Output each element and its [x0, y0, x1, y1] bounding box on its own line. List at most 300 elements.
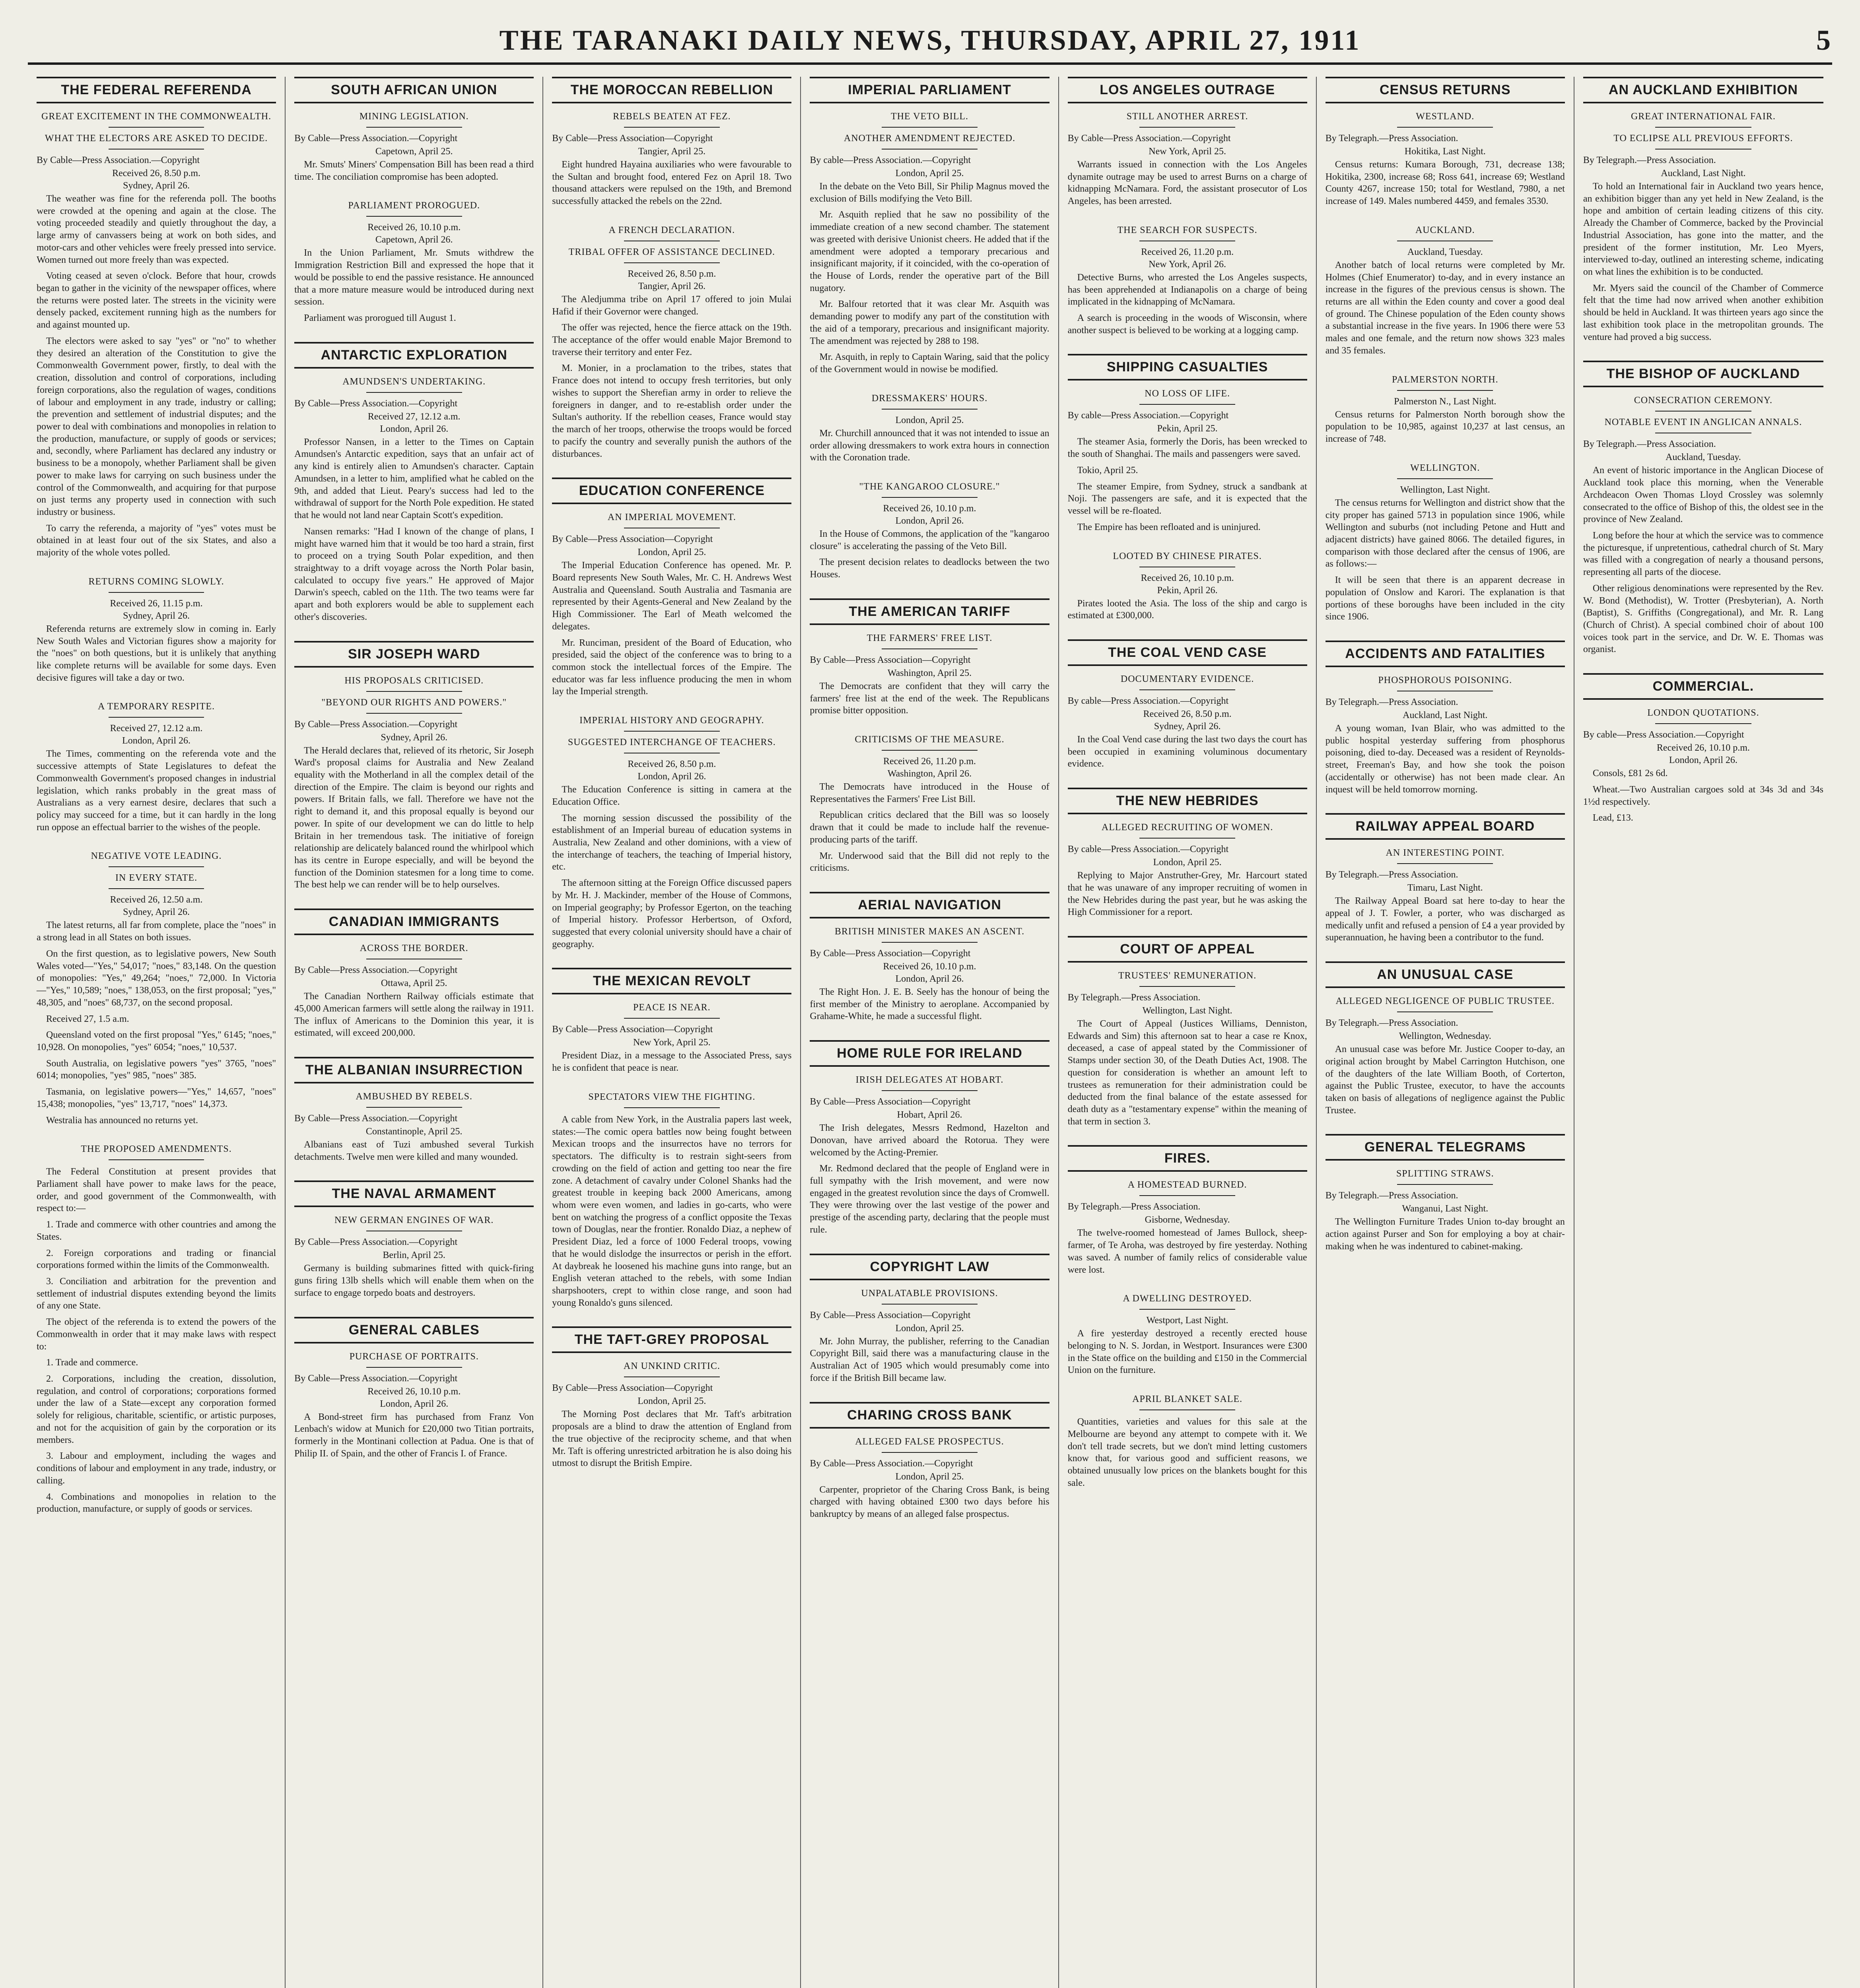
article-byline: By Cable—Press Association—Copyright: [552, 133, 713, 144]
article-headline: THE MOROCCAN REBELLION: [552, 77, 791, 103]
article-paragraph: President Diaz, in a message to the Associated Press, says he is confident that peace is near.: [552, 1050, 792, 1074]
article-dateline: Ottawa, April 25.: [381, 978, 447, 989]
article-dateline: London, April 26.: [380, 423, 449, 434]
article: [294, 641, 534, 891]
article: [37, 701, 276, 833]
divider: [882, 942, 978, 943]
article-dateline: London, April 26.: [122, 736, 191, 746]
article-paragraph: The Democrats have introduced in the House of Representatives the Farmers' Free List Bill.: [810, 781, 1050, 804]
article-dateline: London, April 25.: [895, 1471, 964, 1482]
article-dateline: Auckland, Last Night.: [1661, 168, 1746, 179]
article-byline: By Cable—Press Association.—Copyright: [294, 965, 458, 976]
article: [810, 598, 1049, 717]
article-headline: RAILWAY APPEAL BOARD: [1326, 813, 1565, 840]
article-dateline: Received 26, 10.10 p.m.: [883, 961, 976, 972]
article: [1068, 639, 1307, 770]
article-paragraph: 1. Trade and commerce.: [46, 1357, 138, 1368]
article-byline: By cable—Press Association.—Copyright: [810, 155, 971, 165]
article-byline: By Cable—Press Association—Copyright: [810, 1310, 971, 1320]
article-subheading: DRESSMAKERS' HOURS.: [871, 393, 988, 404]
divider: [882, 648, 978, 649]
article-dateline: Pekin, April 26.: [1157, 585, 1218, 596]
article-subheading: AUCKLAND.: [1415, 225, 1475, 235]
article-paragraph: Another batch of local returns were completed by Mr. Holmes (Chief Enumerator) to-day, and in every instance an increase in the figures of the previous census is shown. The returns are all within the Eden county and cover a good deal of ground. The Chinese population of the Eden county shows a substantial increase in the five years. In 1906 there were 53 males and one female, and the return now shows 323 males and 35 females.: [1325, 260, 1565, 356]
article-dateline: Capetown, April 25.: [375, 146, 453, 157]
article: [1583, 77, 1823, 343]
article-subheading: SPLITTING STRAWS.: [1396, 1169, 1494, 1179]
divider: [1139, 127, 1235, 128]
article-byline: By Telegraph.—Press Association.: [1067, 1202, 1201, 1212]
article-dateline: Received 26, 10.10 p.m.: [883, 503, 976, 514]
article-subheading: AMUNDSEN'S UNDERTAKING.: [342, 376, 486, 387]
article-paragraph: Quantities, varieties and values for this sale at the Melbourne are beyond any attempt to compete with it. We don't tell trade secrets, but we don't mind letting customers know that, for various good and sufficient reasons, we obtained unusually low prices on the blankets bought for this sale.: [1067, 1417, 1307, 1488]
article-dateline: Capetown, April 26.: [375, 235, 453, 245]
article-byline: By cable—Press Association.—Copyright: [1067, 410, 1229, 421]
article-dateline: Received 26, 8.50 p.m.: [1143, 709, 1232, 719]
article-subheading: AN UNKIND CRITIC.: [623, 1361, 720, 1372]
article: [37, 77, 276, 559]
article-paragraph: The object of the referenda is to extend the powers of the Commonwealth in order that it may make laws with respect to:: [37, 1317, 276, 1352]
article-subheading: PALMERSTON NORTH.: [1392, 374, 1498, 385]
article-dateline: Received 26, 10.10 p.m.: [1656, 743, 1750, 753]
divider: [882, 750, 978, 751]
article: [37, 577, 276, 684]
article-paragraph: Tasmania, on legislative powers—"Yes," 14,657, "noes" 15,438; monopolies, "yes" 13,717, "noes" 14,373.: [37, 1087, 276, 1109]
article-dateline: Auckland, Tuesday.: [1407, 247, 1483, 257]
article-paragraph: The present decision relates to deadlocks between the two Houses.: [810, 557, 1050, 580]
article-byline: By Telegraph.—Press Association.: [1325, 870, 1458, 880]
article-dateline: London, April 26.: [1669, 755, 1738, 766]
article-paragraph: Carpenter, proprietor of the Charing Cross Bank, is being charged with having obtained £300 two days before his bankruptcy by means of an alleged false prospectus.: [810, 1484, 1050, 1519]
article-subheading: RETURNS COMING SLOWLY.: [88, 576, 224, 587]
article-subheading: "BEYOND OUR RIGHTS AND POWERS.": [321, 697, 507, 708]
article-paragraph: The Democrats are confident that they will carry the farmers' free list at the end of the week. The Republicans promise bitter opposition.: [810, 681, 1050, 716]
article-dateline: Received 27, 12.12 a.m.: [110, 723, 203, 734]
article-paragraph: The Morning Post declares that Mr. Taft's arbitration proposals are a blind to draw the attention of England from the true objective of the reciprocity scheme, and that when Mr. Taft is offering unrestricted arbitration he is also doing his utmost to disrupt the British Empire.: [552, 1409, 792, 1469]
article-dateline: New York, April 25.: [1149, 146, 1226, 157]
divider: [882, 1452, 978, 1453]
article-byline: By Cable—Press Association—Copyright: [552, 1383, 713, 1394]
article-byline: By Telegraph.—Press Association.: [1583, 155, 1716, 165]
article-subheading: APRIL BLANKET SALE.: [1132, 1394, 1243, 1405]
article-headline: HOME RULE FOR IRELAND: [810, 1040, 1049, 1067]
article-paragraph: Long before the hour at which the service was to commence the picturesque, if unpretentious, cathedral church of St. Mary was filled with a congregation of nearly a thousand persons, representing all parts of the diocese.: [1583, 530, 1823, 578]
article-byline: By Cable—Press Association.—Copyright: [294, 719, 458, 730]
divider: [366, 127, 462, 128]
article-paragraph: An unusual case was before Mr. Justice Cooper to-day, an original action brought by Mabel Carrington Hutchison, one of the daughters of the late William Booth, of Corterton, against the Public Trustee, executor, to have the accounts taken on basis of allegations of negligence against the Public Trustee.: [1325, 1044, 1565, 1116]
divider: [1397, 390, 1493, 391]
article-headline: SHIPPING CASUALTIES: [1068, 354, 1307, 381]
article-byline: By Telegraph.—Press Association.: [1325, 697, 1458, 707]
article-headline: IMPERIAL PARLIAMENT: [810, 77, 1049, 103]
article-headline: AN UNUSUAL CASE: [1326, 961, 1565, 988]
masthead: [28, 24, 1832, 65]
article-subheading: IMPERIAL HISTORY AND GEOGRAPHY.: [579, 715, 764, 726]
divider: [624, 731, 720, 732]
article-byline: By Cable—Press Association.—Copyright: [294, 398, 458, 409]
article-dateline: Tangier, April 26.: [638, 281, 706, 291]
article-subheading: A TEMPORARY RESPITE.: [98, 701, 215, 712]
article-dateline: Received 26, 12.50 a.m.: [110, 895, 203, 905]
article-paragraph: Received 27, 1.5 a.m.: [46, 1013, 129, 1024]
article-paragraph: Voting ceased at seven o'clock. Before that hour, crowds began to gather in the vicinity of the newspaper offices, where the returns were posted later. The streets in the vicinity were densely packed, excitement running high as the numbers for and against mounted up.: [37, 271, 276, 330]
divider: [1139, 404, 1235, 405]
article-dateline: Washington, April 26.: [887, 768, 972, 779]
article: [552, 1092, 791, 1309]
divider: [624, 1107, 720, 1108]
article-subheading: THE SEARCH FOR SUSPECTS.: [1117, 225, 1257, 235]
article-paragraph: Mr. Asquith, in reply to Captain Waring, said that the policy of the Government would in nowise be modified.: [810, 352, 1050, 375]
article-byline: By Telegraph.—Press Association.: [1325, 1018, 1458, 1029]
article-byline: By Cable—Press Association.—Copyright: [294, 133, 458, 144]
article: [1068, 551, 1307, 622]
divider: [624, 1376, 720, 1377]
article-paragraph: 2. Corporations, including the creation, dissolution, regulation, and control of corporations; corporations formed under the law of a State—except any corporation formed solely for religious, charitable, scientific, or artistic purposes, and not for the acquisition of gain by the corporation or its members.: [37, 1374, 276, 1445]
article: [294, 342, 534, 623]
article-dateline: Sydney, April 26.: [381, 732, 448, 743]
article-paragraph: The latest returns, all far from complete, place the "noes" in a strong lead in all States on both issues.: [37, 920, 276, 943]
divider: [1139, 1409, 1235, 1410]
article-headline: THE AMERICAN TARIFF: [810, 598, 1049, 625]
article-headline: COPYRIGHT LAW: [810, 1254, 1049, 1280]
divider: [1139, 689, 1235, 690]
article-paragraph: The Imperial Education Conference has opened. Mr. P. Board represents New South Wales, Mr. C. H. Andrews West Australia and Queensland. South Australia and Tasmania are represented by their Agents-General and New Zealand by the High Commissioner. The Earl of Meath welcomed the delegates.: [552, 560, 792, 632]
article: [810, 734, 1049, 874]
article-subheading: HIS PROPOSALS CRITICISED.: [344, 675, 484, 686]
article-dateline: Washington, April 25.: [887, 668, 972, 678]
article-dateline: Tangier, April 25.: [638, 146, 706, 157]
article: [810, 481, 1049, 581]
article-dateline: London, April 25.: [895, 1323, 964, 1334]
article-paragraph: Census returns for Palmerston North borough show the population to be 10,985, against 10,237 at last census, an increase of 748.: [1325, 409, 1565, 445]
article-headline: THE NEW HEBRIDES: [1068, 788, 1307, 814]
article-subheading: DOCUMENTARY EVIDENCE.: [1120, 674, 1254, 684]
article: [1068, 77, 1307, 208]
article-byline: By Telegraph.—Press Association.: [1067, 992, 1201, 1003]
article-paragraph: The Wellington Furniture Trades Union to-day brought an action against Purser and Son for employing a boy at chair-making when he was indentured to cabinet-making.: [1325, 1217, 1565, 1252]
article-paragraph: The Times, commenting on the referenda vote and the successive attempts of State Legislatures to defeat the Commonwealth Government's proposed changes in industrial legislation, which ranks probably in the great mass of Australians as a very earnest desire, declares that such a policy may succeed for a time, but it can hardly in the long run oppose an effectual barrier to the wishes of the people.: [37, 749, 276, 833]
article-paragraph: Mr. Smuts' Miners' Compensation Bill has been read a third time. The conciliation compromise has been adopted.: [294, 159, 534, 182]
divider: [882, 497, 978, 498]
article: [1326, 77, 1565, 208]
article: [37, 851, 276, 1126]
article-paragraph: Lead, £13.: [1592, 813, 1633, 823]
article-dateline: London, April 26.: [637, 771, 706, 782]
article-byline: By Telegraph.—Press Association.: [1325, 1190, 1458, 1201]
article-headline: GENERAL CABLES: [294, 1317, 534, 1343]
article-subheading: A HOMESTEAD BURNED.: [1127, 1180, 1247, 1190]
article-paragraph: In the debate on the Veto Bill, Sir Philip Magnus moved the exclusion of Bills modifying the Veto Bill.: [810, 181, 1050, 204]
article-paragraph: Mr. Redmond declared that the people of England were in full sympathy with the Irish movement, and were now engaged in the greatest revolution since the days of Cromwell. They were throwing over the last vestige of the power and prestige of the ascending party, declaring that the people must rule.: [810, 1163, 1050, 1235]
divider: [1139, 838, 1235, 839]
article: [1326, 961, 1565, 1116]
article-paragraph: The Court of Appeal (Justices Williams, Denniston, Edwards and Sim) this afternoon sat to hear a case re Knox, deceased, a case of appeal stated by the Commissioner of Stamps under section 30, of the Death Duties Act, 1908. The question for consideration is whether an amount left to trustees as remuneration for their administration could be deducted from the final balance of the estate assessed for death duty as a "testamentary expense" within the meaning of that term in section 3.: [1067, 1018, 1307, 1127]
article-byline: By Cable—Press Association.—Copyright: [1067, 133, 1231, 144]
article-dateline: London, April 25.: [1153, 857, 1222, 868]
article-paragraph: 4. Combinations and monopolies in relation to the production, manufacture, or supply of goods or services.: [37, 1491, 276, 1514]
article-subheading: WELLINGTON.: [1410, 462, 1480, 473]
article-subheading: AN IMPERIAL MOVEMENT.: [607, 512, 736, 523]
article-headline: THE TAFT-GREY PROPOSAL: [552, 1326, 791, 1353]
article-headline: THE NAVAL ARMAMENT: [294, 1180, 534, 1207]
article: [294, 200, 534, 324]
article-dateline: Wellington, Wednesday.: [1399, 1031, 1491, 1042]
divider: [882, 1090, 978, 1091]
article: [1068, 1293, 1307, 1376]
article-paragraph: The electors were asked to say "yes" or "no" to whether they desired an alteration of the Constitution to give the Commonwealth Government power, firstly, to deal with the creation, dissolution and control of corporations, including foreign corporations, also the regulation of wages, conditions of labour and employment in any trade, industry or calling; the prevention and settlement of industrial disputes; and the power to deal with combinations and monopolies in relation to the production, manufacture, or supply of goods or services; and, secondly, where Parliament has declared any industry or business to be a monopoly, whether Parliament shall be given power to make laws for carrying on such business under the control of the Commonwealth, and acquiring for that purpose on just terms any property used in connection with such industry or business.: [37, 336, 276, 517]
article-dateline: Received 26, 8.50 p.m.: [112, 168, 201, 179]
article-subheading: THE FARMERS' FREE LIST.: [867, 633, 993, 643]
divider: [1397, 1184, 1493, 1185]
article-paragraph: The Railway Appeal Board sat here to-day to hear the appeal of J. T. Fowler, a porter, who was discharged as medically unfit and refused a pension of £4 a year provided by superannuation, he having been a contributor to the fund.: [1325, 896, 1565, 943]
article-dateline: Wanganui, Last Night.: [1402, 1204, 1489, 1214]
column-6: [1317, 77, 1574, 1988]
article-paragraph: Warrants issued in connection with the Los Angeles dynamite outrage may be used to arrest Burns on a charge of kidnapping McNamara. Ford, the assistant prosecutor of Los Angeles, has been arrested.: [1067, 159, 1307, 207]
article-dateline: London, April 26.: [895, 974, 964, 984]
article-paragraph: Germany is building submarines fitted with quick-firing guns firing 13lb shells which will enable them when on the surface to engage torpedo boats and destroyers.: [294, 1263, 534, 1298]
article-subheading: ALLEGED RECRUITING OF WOMEN.: [1101, 822, 1273, 833]
article-dateline: Sydney, April 26.: [1154, 721, 1221, 732]
article-paragraph: A fire yesterday destroyed a recently erected house belonging to N. S. Jordan, in Westport. Insurances were £300 in the State office on the building and £150 in the Commercial Union on the furniture.: [1067, 1328, 1307, 1376]
article: [552, 478, 791, 698]
article-subheading: WESTLAND.: [1416, 111, 1475, 122]
article-byline: By Telegraph.—Press Association.: [1325, 133, 1458, 144]
article: [1326, 463, 1565, 623]
divider: [882, 1304, 978, 1305]
article-paragraph: The Irish delegates, Messrs Redmond, Hazelton and Donovan, have arrived aboard the Rotorua. They were welcomed by the Acting-Premier.: [810, 1123, 1050, 1158]
article-subheading: TRUSTEES' REMUNERATION.: [1118, 970, 1257, 981]
article-headline: SOUTH AFRICAN UNION: [294, 77, 534, 103]
article-subheading: REBELS BEATEN AT FEZ.: [613, 111, 731, 122]
article-paragraph: In the House of Commons, the application of the "kangaroo closure" is accelerating the passing of the Veto Bill.: [810, 528, 1050, 551]
article: [1068, 936, 1307, 1128]
article-subheading: ACROSS THE BORDER.: [360, 943, 468, 954]
article: [294, 1180, 534, 1299]
article-paragraph: Tokio, April 25.: [1077, 465, 1138, 476]
article-headline: SIR JOSEPH WARD: [294, 641, 534, 668]
article-paragraph: Republican critics declared that the Bill was so loosely drawn that it could be made to include half the revenue-producing parts of the tariff.: [810, 810, 1050, 845]
article-paragraph: The offer was rejected, hence the fierce attack on the 19th. The acceptance of the offer would enable Major Bremond to traverse their territory and enter Fez.: [552, 322, 792, 357]
divider: [1397, 478, 1493, 479]
article-headline: ACCIDENTS AND FATALITIES: [1326, 641, 1565, 667]
article: [810, 1040, 1049, 1236]
article-subheading: TRIBAL OFFER OF ASSISTANCE DECLINED.: [568, 247, 775, 257]
article: [552, 968, 791, 1074]
divider: [624, 1018, 720, 1019]
divider: [109, 866, 204, 867]
column-2: [286, 77, 543, 1988]
article-byline: By Cable—Press Association.—Copyright: [294, 1373, 458, 1384]
article-subheading: TO ECLIPSE ALL PREVIOUS EFFORTS.: [1613, 133, 1793, 144]
article-dateline: Received 26, 10.10 p.m.: [367, 1386, 461, 1397]
article-dateline: Sydney, April 26.: [123, 907, 190, 918]
article: [1068, 788, 1307, 918]
article: [1326, 813, 1565, 944]
article-subheading: CONSECRATION CEREMONY.: [1634, 395, 1773, 406]
article-subheading: NO LOSS OF LIFE.: [1145, 388, 1230, 399]
divider: [882, 127, 978, 128]
divider: [1139, 1195, 1235, 1196]
divider: [1655, 127, 1751, 128]
article: [1326, 641, 1565, 796]
article-subheading: THE VETO BILL.: [890, 111, 969, 122]
article-dateline: London, April 26.: [895, 515, 964, 526]
article-paragraph: The Herald declares that, relieved of its rhetoric, Sir Joseph Ward's proposal claims for Australia and New Zealand equality with the Motherland in all the complex detail of the direction of the Empire. The claim is beyond our rights and powers. If Britain falls, we fall. Therefore we have not the right to demand it, and this proposal equally is beyond our power. In spite of our development we can do little to help Britain in her tremendous task. The initiative of foreign relationship are delicately balanced round the whirlpool which has its centre in Europe especially, and will be beyond the function of the Dominion statesmen for a long time to come. The best help we can render will be to help ourselves.: [294, 745, 534, 890]
article-dateline: London, April 26.: [380, 1398, 449, 1409]
page-number: 5: [1816, 24, 1832, 56]
article: [294, 1317, 534, 1460]
article: [1326, 225, 1565, 357]
article-subheading: PEACE IS NEAR.: [633, 1002, 711, 1013]
article-dateline: London, April 25.: [895, 415, 964, 425]
article-paragraph: Other religious denominations were represented by the Rev. W. Bond (Methodist), W. Trotter (Presbyterian), A. North (Baptist), S. Griffiths (Congregational), and Mr. R. Lang (Church of Christ). A special combined choir of about 100 voices took part in the service, and Dr. W. E. Thomas was organist.: [1583, 583, 1823, 655]
article-paragraph: 2. Foreign corporations and trading or financial corporations formed within the limits of the Commonwealth.: [37, 1248, 276, 1271]
article-paragraph: The Empire has been refloated and is uninjured.: [1077, 522, 1261, 532]
article-paragraph: 3. Labour and employment, including the wages and conditions of labour and employment in any trade, industry, or calling.: [37, 1451, 276, 1486]
article-dateline: London, April 25.: [637, 1396, 706, 1407]
divider: [624, 127, 720, 128]
column-7: [1574, 77, 1832, 1988]
column-5: [1059, 77, 1317, 1988]
article-subheading: IN EVERY STATE.: [115, 873, 198, 883]
article-byline: By cable—Press Association.—Copyright: [1067, 695, 1229, 706]
article-subheading: GREAT INTERNATIONAL FAIR.: [1631, 111, 1776, 122]
article-subheading: AN INTERESTING POINT.: [1386, 848, 1505, 858]
article-subheading: PHOSPHOROUS POISONING.: [1378, 675, 1512, 685]
article-dateline: Received 26, 8.50 p.m.: [628, 759, 716, 770]
article-dateline: Pekin, April 25.: [1157, 423, 1218, 434]
divider: [882, 409, 978, 410]
article-subheading: ALLEGED NEGLIGENCE OF PUBLIC TRUSTEE.: [1335, 996, 1555, 1007]
article-paragraph: It will be seen that there is an apparent decrease in population of Onslow and Karori. The explanation is that portions of these boroughs have been included in the city since 1906.: [1325, 575, 1565, 622]
article: [1068, 1394, 1307, 1489]
article-paragraph: Referenda returns are extremely slow in coming in. Early New South Wales and Victorian figures show a majority for the "noes" on both questions, but it is unlikely that anything like complete returns will be available for some days. Even decisive figures will take a day or two.: [37, 623, 276, 683]
article-subheading: CRITICISMS OF THE MEASURE.: [855, 734, 1005, 745]
article-paragraph: In the Union Parliament, Mr. Smuts withdrew the Immigration Restriction Bill and expressed the hope that it would be possible to end the passive resistance. He announced that a more mature measure would be introduced during next session.: [294, 248, 534, 307]
article-paragraph: Consols, £81 2s 6d.: [1592, 768, 1668, 779]
divider: [109, 1159, 204, 1160]
divider: [109, 717, 204, 718]
divider: [1397, 127, 1493, 128]
article-subheading: LONDON QUOTATIONS.: [1647, 708, 1759, 718]
article-headline: AERIAL NAVIGATION: [810, 892, 1049, 918]
article-headline: COURT OF APPEAL: [1068, 936, 1307, 963]
article-dateline: Received 26, 10.10 p.m.: [367, 222, 461, 233]
article: [37, 1144, 276, 1515]
article-dateline: Received 26, 11.20 p.m.: [883, 756, 976, 767]
article-paragraph: A young woman, Ivan Blair, who was admitted to the public hospital yesterday suffering from phosphorus poisoning, died to-day. Deceased was a resident of Reynolds-street, Freeman's Bay, and how she took the poison (accidentally or otherwise) has not been made clear. An inquest will be held tomorrow morning.: [1325, 723, 1565, 795]
article-headline: THE FEDERAL REFERENDA: [37, 77, 276, 103]
article-dateline: Westport, Last Night.: [1146, 1315, 1228, 1326]
divider: [1139, 1309, 1235, 1310]
divider: [109, 592, 204, 593]
article-headline: CANADIAN IMMIGRANTS: [294, 909, 534, 935]
article: [1583, 361, 1823, 656]
article-dateline: Wellington, Last Night.: [1142, 1005, 1232, 1016]
article: [810, 1254, 1049, 1384]
article-paragraph: A cable from New York, in the Australia papers last week, states:—The comic opera battles now being fought between Mexican troops and the insurrectos have no terrors for spectators. The difficulty is to restrain sight-seers from crowding on the field of action and getting too near the fire zone. A detachment of cavalry under Colonel Shanks had the greatest trouble in keeping back 2000 Americans, among whom were even women, and ladies in go-carts, who were bent on watching the progress of a conflict opposite the Texas town of Douglas, near the frontier. Ronaldo Diaz, a nephew of President Diaz, led a force of 1000 Federal troops, vowing that he would dislodge the insurrectos or perish in the effort. At daybreak he loosened his machine guns into range, but an English veteran attached to the rebels, with some Indian sharpshooters, crept to within close range, and soon had young Ronaldo's guns silenced.: [552, 1114, 792, 1308]
article-headline: GENERAL TELEGRAMS: [1326, 1134, 1565, 1161]
article-paragraph: A search is proceeding in the woods of Wisconsin, where another suspect is believed to be working at a logging camp.: [1067, 313, 1307, 336]
article-dateline: London, April 25.: [895, 168, 964, 179]
article: [552, 715, 791, 950]
article-paragraph: Detective Burns, who arrested the Los Angeles suspects, has been apprehended at Indianapolis on a charge of being implicated in the kidnapping of McNamara.: [1067, 272, 1307, 307]
article-dateline: Berlin, April 25.: [383, 1250, 445, 1261]
divider: [1397, 863, 1493, 864]
article-dateline: Received 26, 11.15 p.m.: [110, 598, 203, 609]
article-subheading: WHAT THE ELECTORS ARE ASKED TO DECIDE.: [45, 133, 268, 144]
article-headline: THE ALBANIAN INSURRECTION: [294, 1057, 534, 1083]
article-paragraph: Mr. Underwood said that the Bill did not reply to the criticisms.: [810, 850, 1050, 874]
article-paragraph: Mr. Churchill announced that it was not intended to issue an order allowing dressmakers to work extra hours in connection with the Coronation trade.: [810, 428, 1050, 463]
divider: [366, 691, 462, 692]
article-paragraph: 1. Trade and commerce with other countries and among the States.: [37, 1219, 276, 1242]
article-paragraph: South Australia, on legislative powers "yes" 3765, "noes" 6014; monopolies, "yes" 985, "noes" 385.: [37, 1058, 276, 1081]
article-subheading: NOTABLE EVENT IN ANGLICAN ANNALS.: [1604, 417, 1802, 428]
article-paragraph: Mr. John Murray, the publisher, referring to the Canadian Copyright Bill, said there was a manufacturing clause in the Australian Act of 1905 which would presumably come into force if the British Bill became law.: [810, 1336, 1050, 1383]
article-dateline: Palmerston N., Last Night.: [1394, 396, 1497, 407]
column-1: [28, 77, 286, 1988]
article-headline: COMMERCIAL.: [1583, 673, 1823, 700]
article-paragraph: Pirates looted the Asia. The loss of the ship and cargo is estimated at £300,000.: [1067, 598, 1307, 621]
article-paragraph: The Aledjumma tribe on April 17 offered to join Mulai Hafid if their Governor were changed.: [552, 294, 792, 317]
article-paragraph: The Education Conference is sitting in camera at the Education Office.: [552, 784, 792, 807]
article-paragraph: Queensland voted on the first proposal "Yes," 6145; "noes," 10,928. On monopolies, "yes" 6054; "noes," 10,537.: [37, 1030, 276, 1052]
article-subheading: UNPALATABLE PROVISIONS.: [861, 1288, 998, 1299]
divider: [366, 1107, 462, 1108]
article-headline: LOS ANGELES OUTRAGE: [1068, 77, 1307, 103]
article-paragraph: Nansen remarks: "Had I known of the change of plans, I might have warned him that it would be too hard a strain, first to proceed on a trying South Polar expedition, and then straightway to a drift voyage across the North Polar basin, calculated to occupy five years." He approved of Major Darwin's speech, cabled on the 11th. The two teams were far apart and both explorers would be able to supplement each other's discoveries.: [294, 526, 534, 622]
article-paragraph: Mr. Runciman, president of the Board of Education, who presided, said the object of the conference was to bring to a common stock the intellectual forces of the Empire. The educator was far less influence producing the men in whom lay the Imperial strength.: [552, 637, 792, 697]
divider: [109, 888, 204, 889]
article-subheading: ANOTHER AMENDMENT REJECTED.: [844, 133, 1016, 144]
article-paragraph: The weather was fine for the referenda poll. The booths were crowded at the opening and again at the close. The voting proceeded steadily and quietly throughout the day, a large army of canvassers being at work on both sides, and motor-cars and other vehicles were freely pressed into service. Women turned out more freely than was expected.: [37, 194, 276, 265]
article-subheading: STILL ANOTHER ARREST.: [1126, 111, 1248, 122]
article-dateline: Received 26, 11.20 p.m.: [1141, 247, 1234, 257]
article: [294, 1057, 534, 1163]
article-headline: ANTARCTIC EXPLORATION: [294, 342, 534, 369]
divider: [1139, 986, 1235, 987]
article-headline: THE COAL VEND CASE: [1068, 639, 1307, 666]
article-dateline: Constantinople, April 25.: [365, 1126, 463, 1137]
divider: [366, 1367, 462, 1368]
article-paragraph: To hold an International fair in Auckland two years hence, an exhibition bigger than any yet held in New Zealand, is the hope and ambition of certain leading citizens of this city. Already the Chamber of Commerce, backed by the Provincial Industrial Association, has gone into the matter, and the president of the former institution, Mr. Leo Myers, interviewed to-day, outlined an interesting scheme, indicating on what lines the exhibition is to be conducted.: [1583, 181, 1823, 278]
article-paragraph: The steamer Asia, formerly the Doris, has been wrecked to the south of Shanghai. The mails and passengers were saved.: [1067, 437, 1307, 460]
article-paragraph: Mr. Balfour retorted that it was clear Mr. Asquith was demanding power to modify any part of the constitution with the aid of a temporary, precarious and insignificant majority. The amendment was rejected by 288 to 198.: [810, 299, 1050, 346]
article-byline: By Cable—Press Association—Copyright: [810, 1097, 971, 1107]
article-subheading: GREAT EXCITEMENT IN THE COMMONWEALTH.: [41, 111, 272, 122]
article-byline: By Cable—Press Association.—Copyright: [294, 1113, 458, 1124]
article-dateline: Timaru, Last Night.: [1407, 883, 1483, 893]
article-subheading: A DWELLING DESTROYED.: [1123, 1293, 1252, 1304]
article-paragraph: The Right Hon. J. E. B. Seely has the honour of being the first member of the Ministry to aeroplane. Accompanied by Grahame-White, he made a successful flight.: [810, 987, 1050, 1022]
article-paragraph: A Bond-street firm has purchased from Franz Von Lenbach's widow at Munich for £20,000 two Titian portraits, formerly in the Montinani collection at Padua. One is that of Philip II. of Spain, and the other of Francis I. of France.: [294, 1411, 534, 1459]
article-subheading: BRITISH MINISTER MAKES AN ASCENT.: [834, 926, 1025, 937]
article-headline: CHARING CROSS BANK: [810, 1402, 1049, 1429]
article-headline: FIRES.: [1068, 1145, 1307, 1172]
article-byline: By Cable—Press Association—Copyright: [552, 1024, 713, 1035]
article-subheading: PURCHASE OF PORTRAITS.: [349, 1351, 479, 1362]
divider: [624, 262, 720, 263]
article-subheading: SPECTATORS VIEW THE FIGHTING.: [588, 1091, 756, 1102]
article-dateline: New York, April 25.: [633, 1037, 711, 1048]
column-4: [801, 77, 1059, 1988]
article-dateline: Auckland, Last Night.: [1403, 710, 1488, 720]
article: [1583, 673, 1823, 824]
article-byline: By cable—Press Association.—Copyright: [1583, 730, 1744, 740]
column-3: [543, 77, 801, 1988]
article-subheading: AMBUSHED BY REBELS.: [356, 1091, 472, 1102]
